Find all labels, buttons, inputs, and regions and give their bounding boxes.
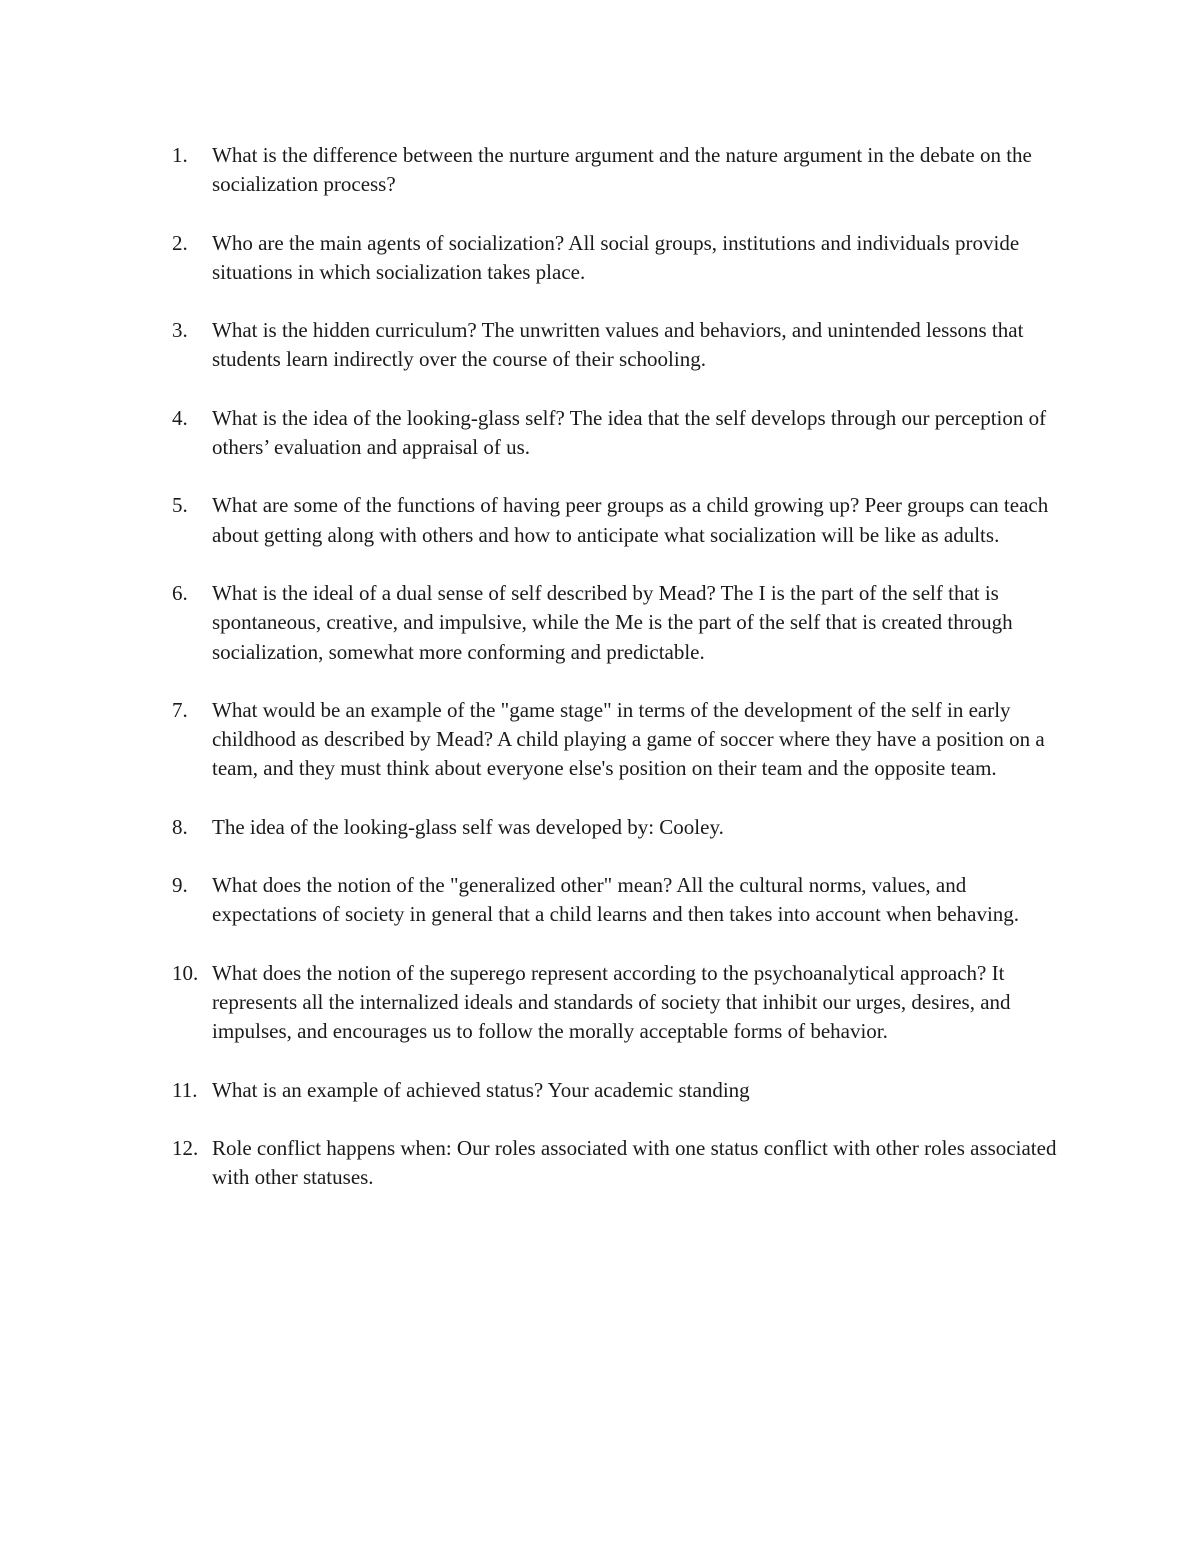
item-text: Who are the main agents of socialization? All social groups, institutions and individuals provide situations in which socialization takes place. xyxy=(212,230,1020,284)
list-item xyxy=(172,1134,1072,1193)
item-text: What is an example of achieved status? Your academic standing xyxy=(212,1077,750,1102)
item-text: What is the ideal of a dual sense of self described by Mead? The I is the part of the self that is spontaneous, creative, and impulsive, while the Me is the part of the self that is created through socialization, somewhat more conforming and predictable. xyxy=(212,580,1013,664)
list-item xyxy=(172,141,1072,200)
item-number: 12. xyxy=(172,1135,199,1160)
item-text: What would be an example of the "game stage" in terms of the development of the self in early childhood as described by Mead? A child playing a game of soccer where they have a position on a team, and they must think about everyone else's position on their team and the opposite team. xyxy=(212,697,1045,781)
list-item xyxy=(172,491,1072,550)
item-number: 2. xyxy=(172,230,188,255)
list-item xyxy=(172,959,1072,1047)
item-text: What is the idea of the looking-glass self? The idea that the self develops through our perception of others’ evaluation and appraisal of us. xyxy=(212,405,1047,460)
item-number: 8. xyxy=(172,814,188,839)
item-text: What are some of the functions of having peer groups as a child growing up? Peer groups can teach about getting along with others and how to anticipate what socialization will be like as adults. xyxy=(212,493,1049,547)
item-text: Role conflict happens when: Our roles associated with one status conflict with other roles associated with other statuses. xyxy=(212,1135,1057,1190)
item-number: 9. xyxy=(172,873,188,898)
item-number: 3. xyxy=(172,318,188,343)
list-item xyxy=(172,316,1072,375)
item-number: 7. xyxy=(172,697,188,722)
item-text: What does the notion of the "generalized other" mean? All the cultural norms, values, and expectations of society in general that a child learns and then takes into account when behaving. xyxy=(212,873,1020,927)
list-item xyxy=(172,579,1072,667)
item-number: 5. xyxy=(172,493,188,518)
list-item xyxy=(172,871,1072,930)
item-number: 4. xyxy=(172,405,188,430)
list-item xyxy=(172,813,1072,842)
item-number: 1. xyxy=(172,143,188,167)
list-item xyxy=(172,229,1072,288)
list-item xyxy=(172,696,1072,784)
item-text: What does the notion of the superego represent according to the psychoanalytical approach? It represents all the internalized ideals and standards of society that inhibit our urges, desires, and impulses, and encourages us to follow the morally acceptable forms of behavior. xyxy=(212,960,1011,1044)
item-number: 6. xyxy=(172,580,188,605)
item-text: What is the hidden curriculum? The unwritten values and behaviors, and unintended lessons that students learn indirectly over the course of their schooling. xyxy=(212,318,1024,372)
item-number: 10. xyxy=(172,960,199,985)
item-text: The idea of the looking-glass self was developed by: Cooley. xyxy=(212,814,724,839)
question-list xyxy=(172,141,1072,1221)
list-item xyxy=(172,1076,1072,1105)
item-text: What is the difference between the nurture argument and the nature argument in the debate on the socialization process? xyxy=(212,143,1032,197)
list-item xyxy=(172,404,1072,463)
item-number: 11. xyxy=(172,1077,198,1102)
